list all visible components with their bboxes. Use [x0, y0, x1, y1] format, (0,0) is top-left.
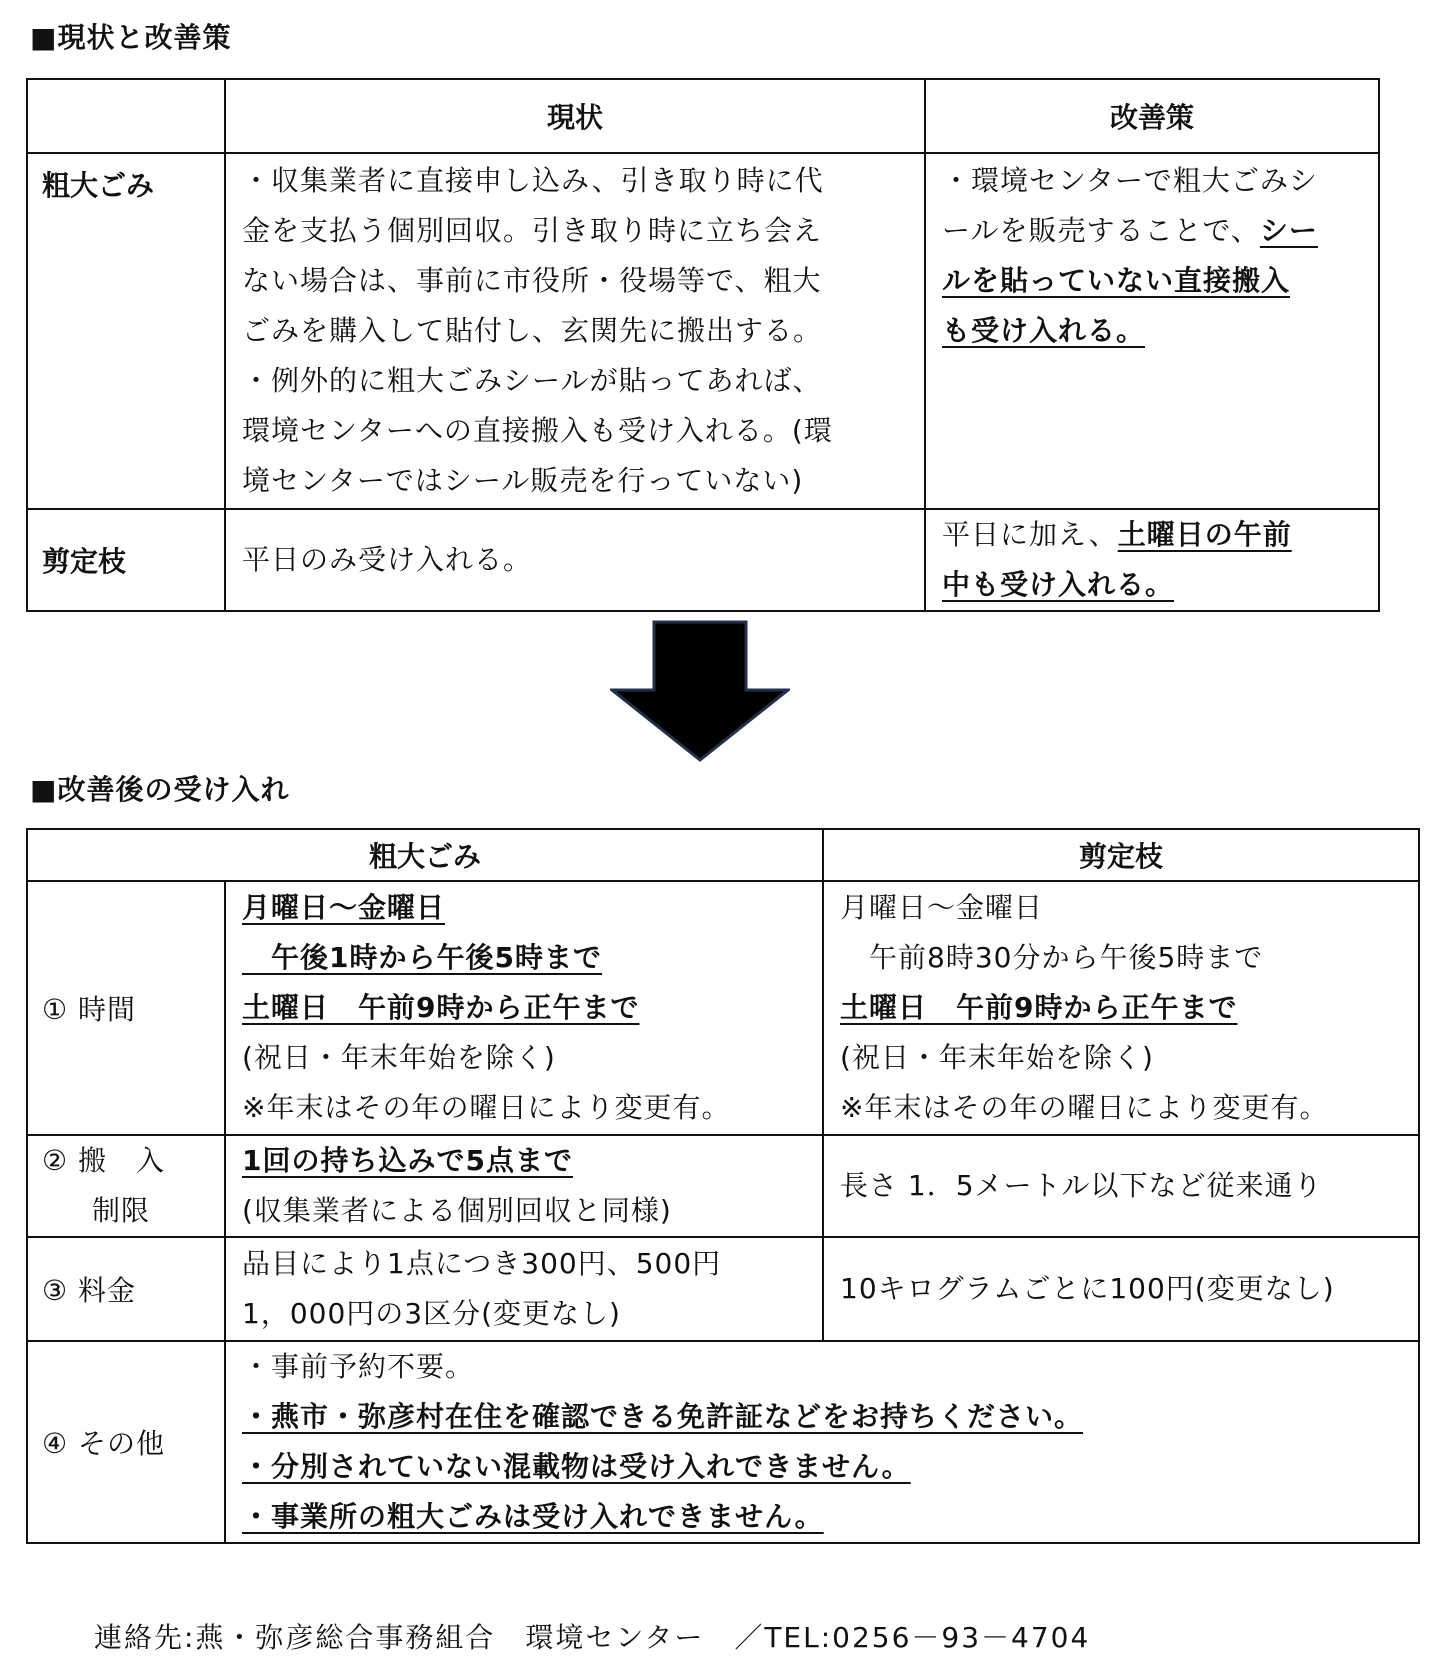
post-improvement-table: [26, 828, 1420, 1544]
limit-sodai: 1回の持ち込みで5点まで (収集業者による個別回収と同様): [225, 1135, 823, 1237]
sodai-improvement-text: ・環境センターで粗大ごみシ ールを販売することで、シー ルを貼っていない直接搬入 も受け入れる。: [925, 153, 1379, 509]
table2-row-limit: [27, 1135, 1419, 1237]
table2-row-other: [27, 1341, 1419, 1543]
section2-heading: ■改善後の受け入れ: [30, 773, 290, 806]
limit-sentei: 長さ 1．5メートル以下など従来通り: [823, 1135, 1419, 1237]
table-row-sentei: [27, 509, 1379, 611]
fee-sentei: 10キログラムごとに100円(変更なし): [823, 1237, 1419, 1341]
row-label-sentei: 剪定枝: [27, 509, 225, 611]
row-label-time: ① 時間: [27, 881, 225, 1135]
row-label-sodai: 粗大ごみ: [27, 153, 225, 509]
header-sodai: 粗大ごみ: [27, 829, 823, 881]
table-row-sodai: [27, 153, 1379, 509]
down-arrow-icon: [610, 620, 790, 762]
header-empty-cell: [27, 79, 225, 153]
header-current: 現状: [225, 79, 925, 153]
table2-row-time: [27, 881, 1419, 1135]
current-vs-improvement-table: [26, 78, 1380, 612]
other-notes: ・事前予約不要。 ・燕市・弥彦村在住を確認できる免許証などをお持ちください。 ・分別されていない混載物は受け入れできません。 ・事業所の粗大ごみは受け入れできません。: [225, 1341, 1419, 1543]
sentei-current-text: 平日のみ受け入れる。: [225, 509, 925, 611]
row-label-limit: ② 搬 入 制限: [27, 1135, 225, 1237]
table-header-row: [27, 79, 1379, 153]
table2-header-row: [27, 829, 1419, 881]
sodai-current-text: ・収集業者に直接申し込み、引き取り時に代 金を支払う個別回収。引き取り時に立ち会え ない場合は、事前に市役所・役場等で、粗大 ごみを購入して貼付し、玄関先に搬出する。 ・例外的に粗大ごみシールが貼ってあれば、 環境センターへの直接搬入も受け入れる。(環 境センターではシール販売を行っていない): [225, 153, 925, 509]
sentei-improvement-text: 平日に加え、土曜日の午前 中も受け入れる。: [925, 509, 1379, 611]
row-label-fee: ③ 料金: [27, 1237, 225, 1341]
section1-heading: ■現状と改善策: [30, 21, 232, 54]
time-sodai: 月曜日～金曜日 午後1時から午後5時まで 土曜日 午前9時から正午まで (祝日・年末年始を除く) ※年末はその年の曜日により変更有。: [225, 881, 823, 1135]
row-label-other: ④ その他: [27, 1341, 225, 1543]
contact-footer: 連絡先:燕・弥彦総合事務組合 環境センター ／TEL:0256－93－4704: [94, 1621, 1091, 1654]
table2-row-fee: [27, 1237, 1419, 1341]
header-sentei: 剪定枝: [823, 829, 1419, 881]
header-improvement: 改善策: [925, 79, 1379, 153]
fee-sodai: 品目により1点につき300円、500円 1，000円の3区分(変更なし): [225, 1237, 823, 1341]
time-sentei: 月曜日～金曜日 午前8時30分から午後5時まで 土曜日 午前9時から正午まで (祝日・年末年始を除く) ※年末はその年の曜日により変更有。: [823, 881, 1419, 1135]
